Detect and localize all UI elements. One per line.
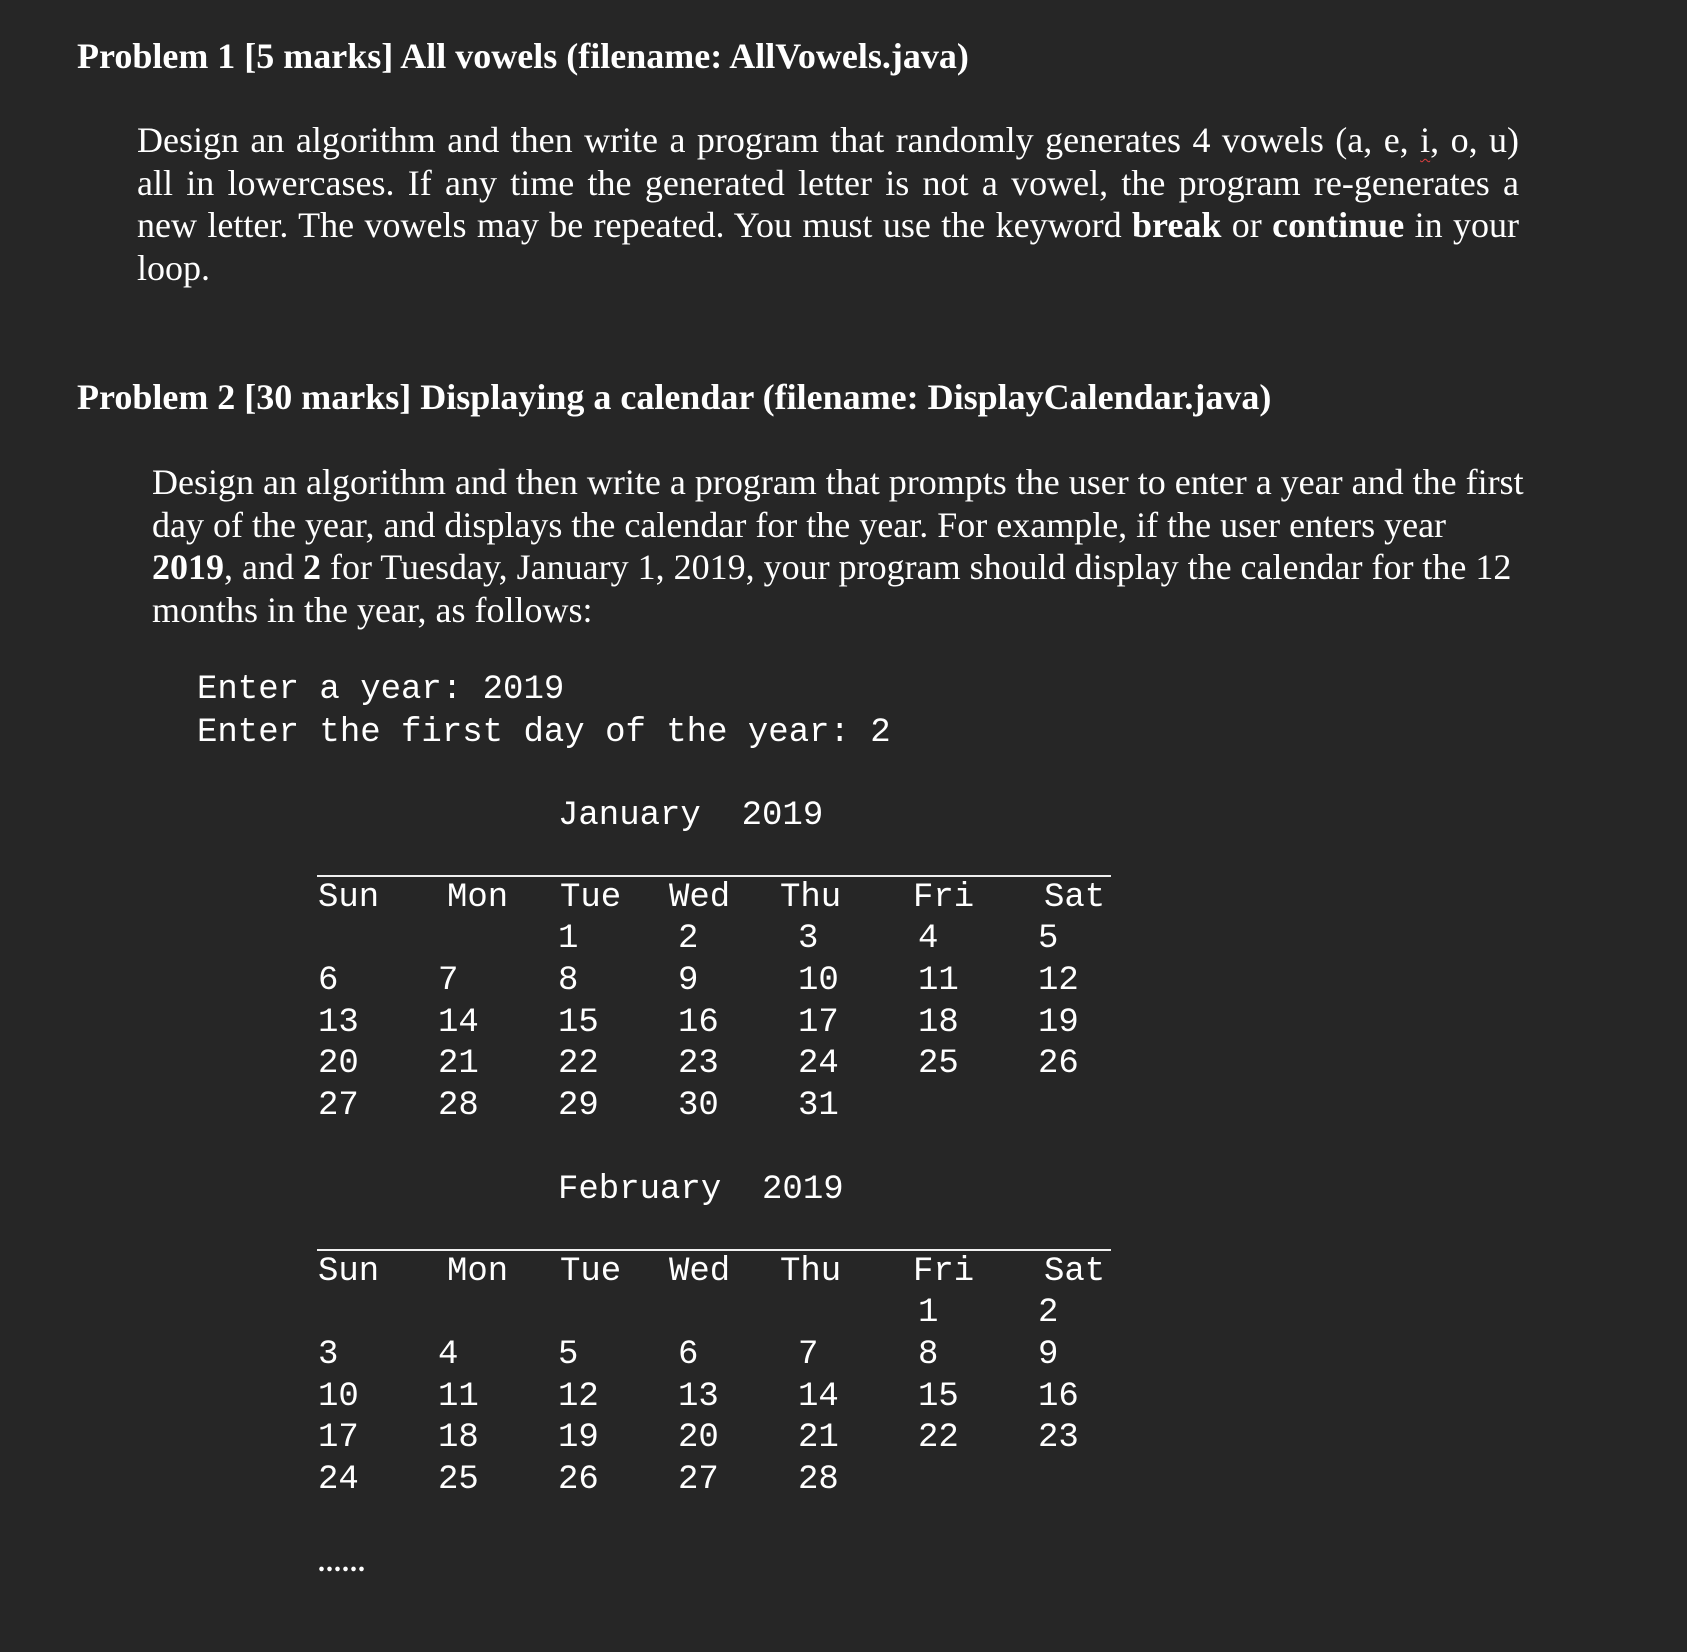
weekday-header-mon: Mon xyxy=(447,1253,509,1291)
calendar-day-january-18: 18 xyxy=(918,1003,959,1042)
calendar-day-january-16: 16 xyxy=(678,1003,719,1042)
calendar-day-january-23: 23 xyxy=(678,1045,719,1084)
calendar-day-january-19: 19 xyxy=(1038,1003,1079,1042)
calendar-day-january-30: 30 xyxy=(678,1087,719,1126)
calendar-day-january-20: 20 xyxy=(318,1045,359,1084)
continuation-ellipsis: ...... xyxy=(318,1547,366,1578)
problem2-heading: Problem 2 [30 marks] Displaying a calendar (filename: DisplayCalendar.java) xyxy=(77,377,1272,417)
calendar-day-january-25: 25 xyxy=(918,1045,959,1084)
weekday-header-fri: Fri xyxy=(913,1253,975,1291)
problem1-paragraph xyxy=(137,119,1519,289)
problem2-paragraph xyxy=(152,461,1527,631)
calendar-day-january-13: 13 xyxy=(318,1003,359,1042)
calendar-title-january: January 2019 xyxy=(558,797,824,835)
calendar-day-february-25: 25 xyxy=(438,1461,479,1500)
calendar-day-january-31: 31 xyxy=(798,1087,839,1126)
calendar-day-january-5: 5 xyxy=(1038,920,1059,958)
calendar-day-february-4: 4 xyxy=(438,1335,459,1374)
calendar-day-january-8: 8 xyxy=(558,961,579,1000)
calendar-day-february-21: 21 xyxy=(798,1419,839,1458)
keyword-continue: continue xyxy=(1272,205,1405,245)
weekday-header-wed: Wed xyxy=(669,1253,731,1291)
problem2-text-c: for Tuesday, January 1, 2019, your program should display the calendar for the 12 months in the year, as follows: xyxy=(152,547,1512,630)
calendar-day-february-3: 3 xyxy=(318,1335,339,1374)
calendar-day-january-17: 17 xyxy=(798,1003,839,1042)
calendar-day-february-26: 26 xyxy=(558,1461,599,1500)
weekday-header-thu: Thu xyxy=(780,879,842,917)
calendar-day-february-17: 17 xyxy=(318,1419,359,1458)
calendar-day-february-16: 16 xyxy=(1038,1377,1079,1416)
calendar-day-january-6: 6 xyxy=(318,961,339,1000)
weekday-header-sun: Sun xyxy=(318,879,380,917)
calendar-day-february-27: 27 xyxy=(678,1461,719,1500)
weekday-header-fri: Fri xyxy=(913,879,975,917)
calendar-title-february: February 2019 xyxy=(558,1171,844,1209)
calendar-day-february-14: 14 xyxy=(798,1377,839,1416)
calendar-day-january-21: 21 xyxy=(438,1045,479,1084)
calendar-day-february-5: 5 xyxy=(558,1335,579,1374)
calendar-day-january-11: 11 xyxy=(918,961,959,1000)
keyword-break: break xyxy=(1132,205,1222,245)
calendar-day-january-4: 4 xyxy=(918,920,939,958)
weekday-header-sat: Sat xyxy=(1044,879,1106,917)
calendar-day-february-24: 24 xyxy=(318,1461,359,1500)
weekday-header-wed: Wed xyxy=(669,879,731,917)
calendar-day-january-9: 9 xyxy=(678,961,699,1000)
calendar-rule-february xyxy=(317,1249,1111,1251)
calendar-day-january-26: 26 xyxy=(1038,1045,1079,1084)
calendar-day-january-22: 22 xyxy=(558,1045,599,1084)
calendar-day-february-8: 8 xyxy=(918,1335,939,1374)
weekday-header-mon: Mon xyxy=(447,879,509,917)
calendar-day-february-22: 22 xyxy=(918,1419,959,1458)
calendar-day-january-24: 24 xyxy=(798,1045,839,1084)
calendar-day-january-10: 10 xyxy=(798,961,839,1000)
problem2-year-bold: 2019 xyxy=(152,547,224,587)
weekday-header-sun: Sun xyxy=(318,1253,380,1291)
calendar-rule-january xyxy=(317,875,1111,877)
calendar-day-february-15: 15 xyxy=(918,1377,959,1416)
calendar-day-february-20: 20 xyxy=(678,1419,719,1458)
problem2-day-bold: 2 xyxy=(302,547,321,587)
calendar-day-january-28: 28 xyxy=(438,1087,479,1126)
weekday-header-tue: Tue xyxy=(560,1253,622,1291)
problem1-text-a: Design an algorithm and then write a program that randomly generates 4 vowels (a, e, xyxy=(137,120,1421,160)
calendar-day-february-11: 11 xyxy=(438,1377,479,1416)
calendar-day-february-7: 7 xyxy=(798,1335,819,1374)
calendar-day-january-7: 7 xyxy=(438,961,459,1000)
weekday-header-thu: Thu xyxy=(780,1253,842,1291)
calendar-day-february-6: 6 xyxy=(678,1335,699,1374)
prompt-first-day: Enter the first day of the year: 2 xyxy=(197,714,891,752)
calendar-day-february-19: 19 xyxy=(558,1419,599,1458)
calendar-day-february-12: 12 xyxy=(558,1377,599,1416)
calendar-day-february-2: 2 xyxy=(1038,1294,1059,1332)
calendar-day-january-14: 14 xyxy=(438,1003,479,1042)
calendar-day-february-10: 10 xyxy=(318,1377,359,1416)
calendar-day-february-1: 1 xyxy=(918,1294,939,1332)
calendar-day-january-1: 1 xyxy=(558,920,579,958)
calendar-day-january-27: 27 xyxy=(318,1087,359,1126)
problem1-text-or: or xyxy=(1221,205,1273,245)
problem2-text-b: , and xyxy=(224,547,303,587)
calendar-day-february-23: 23 xyxy=(1038,1419,1079,1458)
calendar-day-january-3: 3 xyxy=(798,920,819,958)
weekday-header-tue: Tue xyxy=(560,879,622,917)
calendar-day-february-28: 28 xyxy=(798,1461,839,1500)
weekday-header-sat: Sat xyxy=(1044,1253,1106,1291)
calendar-day-january-15: 15 xyxy=(558,1003,599,1042)
problem1-text-b: , o, u) all in lowercases. If any time the generated letter is not a vowel, the program re-generates a new letter. The vowels may be repeated. You must use the keyword xyxy=(137,120,1519,245)
problem1-text-c: in your loop. xyxy=(137,205,1519,288)
calendar-day-january-2: 2 xyxy=(678,920,699,958)
calendar-day-january-12: 12 xyxy=(1038,961,1079,1000)
calendar-day-february-13: 13 xyxy=(678,1377,719,1416)
calendar-day-january-29: 29 xyxy=(558,1087,599,1126)
problem2-text-a: Design an algorithm and then write a program that prompts the user to enter a year and the first day of the year, and displays the calendar for the year. For example, if the user enters year xyxy=(152,462,1524,545)
problem1-heading: Problem 1 [5 marks] All vowels (filename: AllVowels.java) xyxy=(77,36,969,76)
calendar-day-february-9: 9 xyxy=(1038,1335,1059,1374)
prompt-year: Enter a year: 2019 xyxy=(197,671,565,709)
calendar-day-february-18: 18 xyxy=(438,1419,479,1458)
problem1-vowel-i: i xyxy=(1420,120,1431,160)
